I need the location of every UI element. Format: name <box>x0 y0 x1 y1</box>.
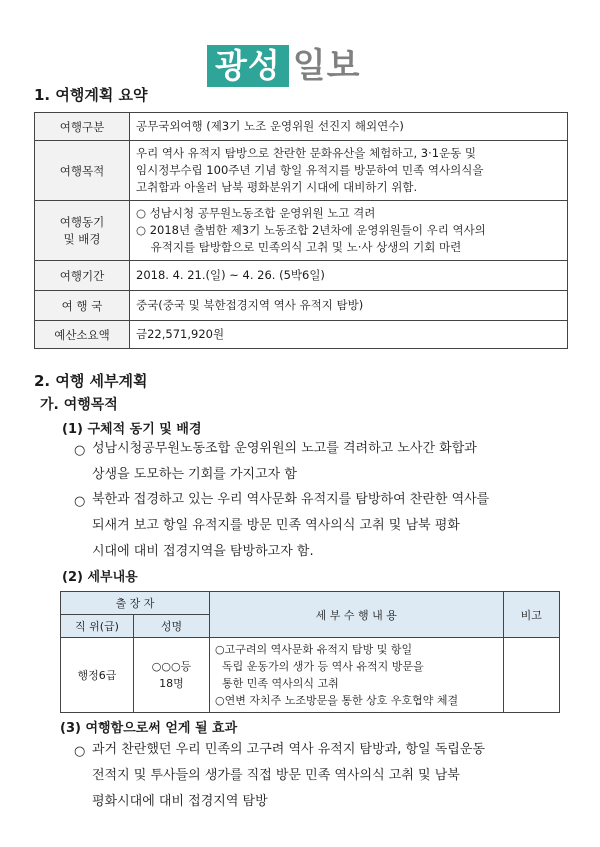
table-row <box>61 592 560 615</box>
note-cell <box>503 638 559 713</box>
name-header: 성명 <box>133 615 209 638</box>
bullet-text: 과거 찬란했던 우리 민족의 고구려 역사 유적지 탐방과, 항일 독립운동 전적지 및 투사들의 생가를 직접 방문 민족 역사의식 고취 및 남북 평화시대에 대비 접경지역 탐방 <box>92 742 485 809</box>
bullet-mark: ○ <box>74 744 86 759</box>
summary-table <box>34 112 568 349</box>
row-label: 여행목적 <box>35 141 130 201</box>
content-cell: ○고구려의 역사문화 유적지 탐방 및 항일 독립 운동가의 생가 등 역사 유적지 방문을 통한 민족 역사의식 고취 ○연변 자치주 노조방문을 통한 상호 우호협약 체결 <box>210 638 504 713</box>
table-row <box>35 201 568 261</box>
newspaper-logo <box>207 44 360 88</box>
bullet-mark: ○ <box>74 443 86 458</box>
bullet-mark: ○ <box>74 494 86 509</box>
logo-highlight: 광성 <box>207 45 289 87</box>
table-row <box>35 321 568 349</box>
subsection-3-title: (3) 여행함으로써 얻게 될 효과 <box>60 721 238 736</box>
row-value: 2018. 4. 21.(일) ~ 4. 26. (5박6일) <box>130 261 568 291</box>
rank-header: 직 위(급) <box>61 615 134 638</box>
row-value: 중국(중국 및 북한접경지역 역사 유적지 탐방) <box>130 291 568 321</box>
row-value: 공무국외여행 (제3기 노조 운영위원 선진지 해외연수) <box>130 113 568 141</box>
table-row <box>35 291 568 321</box>
table-row <box>61 638 560 713</box>
table-row <box>35 261 568 291</box>
row-label: 여행구분 <box>35 113 130 141</box>
rank-cell: 행정6급 <box>61 638 134 713</box>
row-label: 여 행 국 <box>35 291 130 321</box>
detail-table <box>60 591 560 713</box>
subsection-a-title: 가. 여행목적 <box>40 397 118 413</box>
logo-text: 일보 <box>292 46 361 86</box>
row-value: ○ 성남시청 공무원노동조합 운영위원 노고 격려 ○ 2018년 출범한 제3기 노동조합 2년차에 운영위원들이 우리 역사의 유적지를 탐방함으로 민족의식 고취 및 노·사 상생의 기회 마련 <box>130 201 568 261</box>
row-value: 우리 역사 유적지 탐방으로 찬란한 문화유산을 체험하고, 3·1운동 및 임시정부수립 100주년 기념 항일 유적지를 방문하여 민족 역사의식을 고취함과 아울러 남북 평화분위기 시대에 대비하기 위함. <box>130 141 568 201</box>
section2-title: 2. 여행 세부계획 <box>34 372 148 390</box>
row-value: 금22,571,920원 <box>130 321 568 349</box>
bullet-text: 성남시청공무원노동조합 운영위원의 노고를 격려하고 노사간 화합과 상생을 도모하는 기회를 가지고자 함 <box>92 441 477 482</box>
table-row <box>35 141 568 201</box>
traveler-header: 출 장 자 <box>61 592 210 615</box>
name-cell: ○○○등 18명 <box>133 638 209 713</box>
bullet-text: 북한과 접경하고 있는 우리 역사문화 유적지를 탐방하여 찬란한 역사를 되새겨 보고 항일 유적지를 방문 민족 역사의식 고취 및 남북 평화 시대에 대비 접경지역을 탐방하고자 함. <box>92 492 490 559</box>
row-label: 여행동기 및 배경 <box>35 201 130 261</box>
note-header: 비고 <box>503 592 559 638</box>
row-label: 여행기간 <box>35 261 130 291</box>
table-row <box>35 113 568 141</box>
section1-title: 1. 여행계획 요약 <box>34 86 148 104</box>
content-header: 세 부 수 행 내 용 <box>210 592 504 638</box>
subsection-1-title: (1) 구체적 동기 및 배경 <box>62 422 202 437</box>
row-label: 예산소요액 <box>35 321 130 349</box>
subsection-2-title: (2) 세부내용 <box>62 570 138 585</box>
